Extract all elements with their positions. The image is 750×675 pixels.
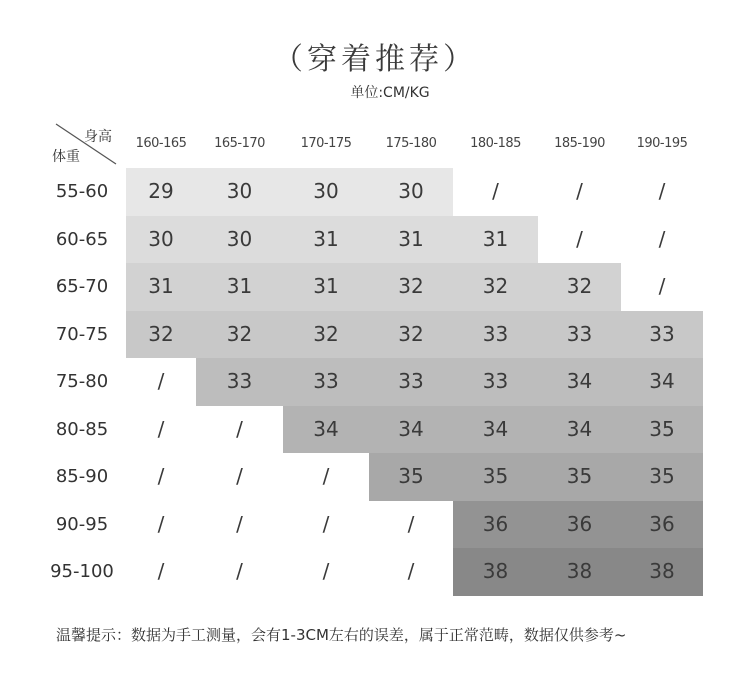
- table-cell: 35: [482, 464, 509, 488]
- table-cell: 35: [649, 464, 675, 488]
- weight-axis-label: 体重: [52, 149, 80, 165]
- table-cell: 33: [482, 369, 509, 393]
- table-cell: 31: [148, 274, 174, 298]
- table-cell: 33: [313, 369, 339, 393]
- table-cell: 31: [226, 274, 253, 298]
- table-cell: 32: [566, 274, 593, 298]
- table-cell: 32: [398, 321, 424, 346]
- column-header: 160-165: [135, 136, 187, 151]
- table-cell: /: [322, 511, 330, 536]
- column-header: 190-195: [636, 136, 688, 151]
- table-cell: 36: [566, 511, 593, 536]
- page-title: （穿着推荐）: [273, 42, 477, 77]
- row-header: 60-65: [55, 228, 109, 250]
- table-cell: 36: [649, 511, 675, 536]
- table-cell: 29: [148, 179, 174, 203]
- table-cell: /: [157, 464, 165, 488]
- row-header: 95-100: [50, 561, 114, 582]
- table-cell: 30: [226, 179, 253, 203]
- footnote-tip: 温馨提示：数据为手工测量，会有1-3CM左右的误差，属于正常范畴，数据仅供参考~: [56, 626, 627, 644]
- table-cell: 31: [398, 226, 424, 251]
- table-cell: 34: [566, 369, 593, 393]
- table-cell: /: [236, 416, 243, 441]
- table-cell: /: [576, 179, 583, 203]
- table-cell: 34: [313, 416, 339, 441]
- table-cell: /: [157, 369, 165, 393]
- table-cell: 33: [649, 321, 675, 346]
- table-cell: 32: [226, 321, 253, 346]
- column-header: 170-175: [300, 136, 352, 151]
- table-cell: 31: [313, 274, 339, 298]
- table-cell: 32: [148, 321, 174, 346]
- table-cell: /: [322, 559, 330, 583]
- table-cell: 33: [482, 321, 509, 346]
- table-cell: /: [236, 511, 243, 536]
- row-header: 65-70: [55, 276, 109, 297]
- table-cell: 30: [226, 226, 253, 251]
- table-cell: 38: [566, 559, 593, 583]
- column-header: 175-180: [385, 136, 437, 151]
- table-cell: /: [236, 559, 243, 583]
- table-cell: 30: [148, 226, 174, 251]
- row-header: 90-95: [55, 513, 109, 535]
- table-cell: 38: [649, 559, 675, 583]
- unit-label: 单位:CM/KG: [350, 85, 430, 101]
- table-cell: 30: [313, 179, 339, 203]
- table-cell: /: [236, 464, 243, 488]
- table-cell: /: [658, 226, 666, 251]
- table-cell: /: [658, 179, 666, 203]
- table-cell: /: [157, 416, 165, 441]
- table-cell: 32: [313, 321, 339, 346]
- table-cell: 35: [649, 416, 675, 441]
- table-cell: /: [407, 559, 415, 583]
- table-cell: 33: [566, 321, 593, 346]
- table-cell: /: [407, 511, 415, 536]
- table-cell: 38: [482, 559, 509, 583]
- table-cell: 33: [226, 369, 253, 393]
- table-cell: 35: [398, 464, 424, 488]
- row-header: 70-75: [55, 323, 109, 345]
- table-cell: 34: [649, 369, 675, 393]
- table-cell: 34: [398, 416, 424, 441]
- height-axis-label: 身高: [84, 129, 112, 145]
- table-cell: 35: [566, 464, 593, 488]
- row-header: 80-85: [55, 418, 109, 440]
- table-cell: 36: [482, 511, 509, 536]
- table-cell: 32: [398, 274, 424, 298]
- table-cell: 30: [398, 179, 424, 203]
- table-cell: /: [576, 226, 583, 251]
- table-cell: 34: [566, 416, 593, 441]
- row-header: 85-90: [55, 466, 109, 487]
- column-header: 180-185: [470, 136, 521, 151]
- table-cell: 33: [398, 369, 424, 393]
- table-cell: /: [322, 464, 330, 488]
- table-cell: /: [658, 274, 666, 298]
- table-cell: 34: [482, 416, 509, 441]
- column-header: 165-170: [214, 136, 265, 151]
- table-cell: /: [157, 559, 165, 583]
- row-header: 75-80: [55, 371, 109, 392]
- table-cell: 31: [482, 226, 509, 251]
- table-cell: /: [157, 511, 165, 536]
- table-cell: 31: [313, 226, 339, 251]
- row-header: 55-60: [55, 181, 109, 202]
- column-header: 185-190: [554, 136, 605, 151]
- table-cell: 32: [482, 274, 509, 298]
- table-cell: /: [492, 179, 499, 203]
